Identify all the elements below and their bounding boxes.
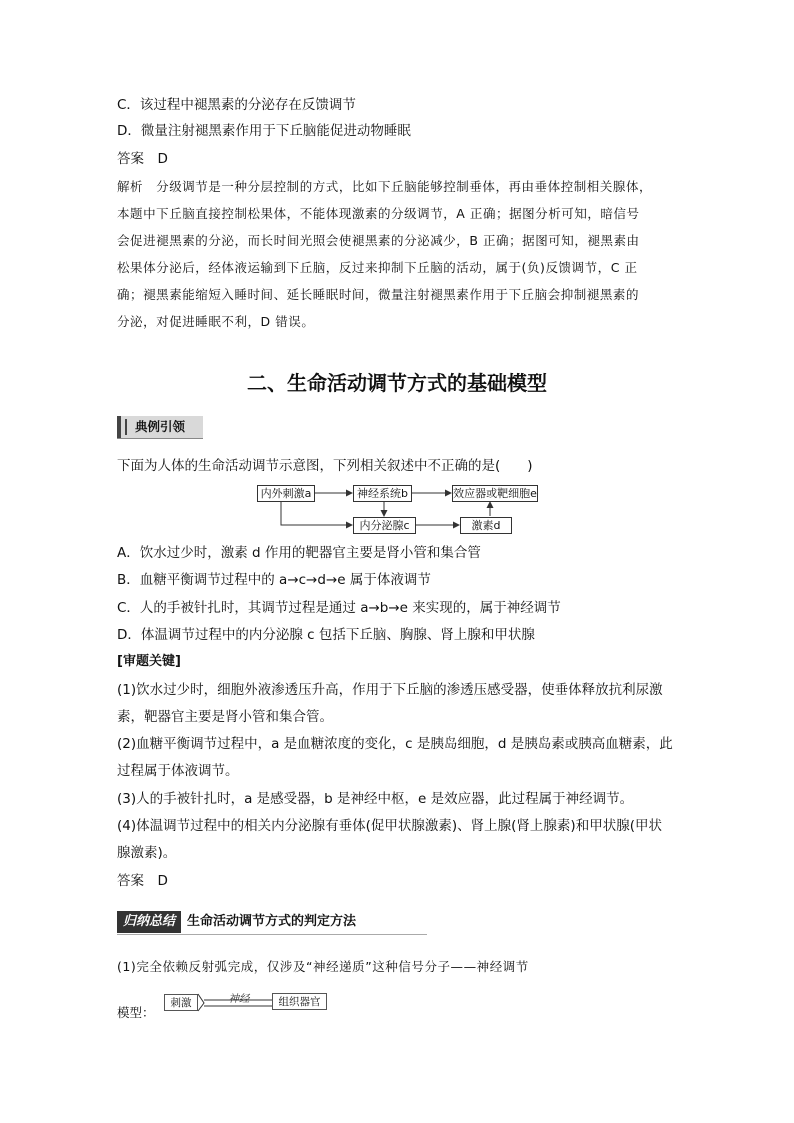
analysis-line: 确；褪黑素能缩短入睡时间、延长睡眠时间，微量注射褪黑素作用于下丘脑会抑制褪黑素的	[117, 287, 640, 302]
diagram-node-a: 内外刺激a	[257, 485, 315, 502]
key-line: 素，靶器官主要是肾小管和集合管。	[117, 709, 333, 725]
analysis-line: 会促进褪黑素的分泌，而长时间光照会使褪黑素的分泌减少，B 正确；据图可知，褪黑素由	[117, 233, 640, 248]
key-line: 过程属于体液调节。	[117, 763, 239, 779]
key-line: (4)体温调节过程中的相关内分泌腺有垂体(促甲状腺激素)、肾上腺(肾上腺素)和甲状腺(甲状	[117, 818, 662, 834]
key-line: (1)饮水过少时，细胞外液渗透压升高，作用于下丘脑的渗透压感受器，使垂体释放抗利尿激	[117, 682, 663, 698]
model-label: 模型：	[117, 1005, 155, 1020]
answer-1: 答案 D	[117, 151, 168, 167]
option-d: D．体温调节过程中的内分泌腺 c 包括下丘脑、胸腺、肾上腺和甲状腺	[117, 627, 535, 643]
answer-2: 答案 D	[117, 873, 168, 889]
diagram-node-e: 效应器或靶细胞e	[453, 487, 537, 500]
analysis-line: 本题中下丘脑直接控制松果体，不能体现激素的分级调节，A 正确；据图分析可知，暗信号	[117, 206, 640, 221]
key-title: [审题关键]	[117, 654, 181, 669]
diagram-node-c: 内分泌腺c	[353, 517, 416, 534]
example-tag: 典例引领	[117, 416, 203, 438]
analysis-line: 分泌，对促进睡眠不利，D 错误。	[117, 314, 315, 329]
option-b: B．血糖平衡调节过程中的 a→c→d→e 属于体液调节	[117, 572, 431, 588]
method-1: (1)完全依赖反射弧完成，仅涉及“神经递质”这种信号分子——神经调节	[117, 959, 529, 974]
option-c: C．人的手被针扎时，其调节过程是通过 a→b→e 来实现的，属于神经调节	[117, 600, 561, 616]
diagram-node-d: 激素d	[460, 517, 512, 534]
model-stimulus: 刺激	[164, 994, 198, 1011]
summary-title: 生命活动调节方式的判定方法	[187, 914, 357, 929]
diagram-node-b: 神经系统b	[353, 485, 412, 502]
option-a: A．饮水过少时，激素 d 作用的靶器官主要是肾小管和集合管	[117, 545, 481, 561]
key-line: 腺激素)。	[117, 845, 177, 861]
model-organ: 组织器官	[272, 993, 327, 1010]
analysis-line: 松果体分泌后，经体液运输到下丘脑，反过来抑制下丘脑的活动，属于(负)反馈调节，C 正	[117, 260, 638, 275]
model-nerve-label: 神经	[228, 993, 250, 1005]
section-title: 二、生命活动调节方式的基础模型	[247, 371, 547, 395]
question-stem: 下面为人体的生命活动调节示意图，下列相关叙述中不正确的是( )	[117, 458, 533, 474]
key-line: (2)血糖平衡调节过程中，a 是血糖浓度的变化，c 是胰岛细胞，d 是胰岛素或胰高血糖素，此	[117, 736, 673, 752]
key-line: (3)人的手被针扎时，a 是感受器，b 是神经中枢，e 是效应器，此过程属于神经调节。	[117, 791, 634, 807]
option-d-top: D．微量注射褪黑素作用于下丘脑能促进动物睡眠	[117, 123, 411, 139]
analysis-line: 解析 分级调节是一种分层控制的方式，比如下丘脑能够控制垂体，再由垂体控制相关腺体，	[117, 179, 653, 194]
summary-tag: 归纳总结	[117, 911, 181, 933]
option-c-top: C．该过程中褪黑素的分泌存在反馈调节	[117, 97, 356, 113]
